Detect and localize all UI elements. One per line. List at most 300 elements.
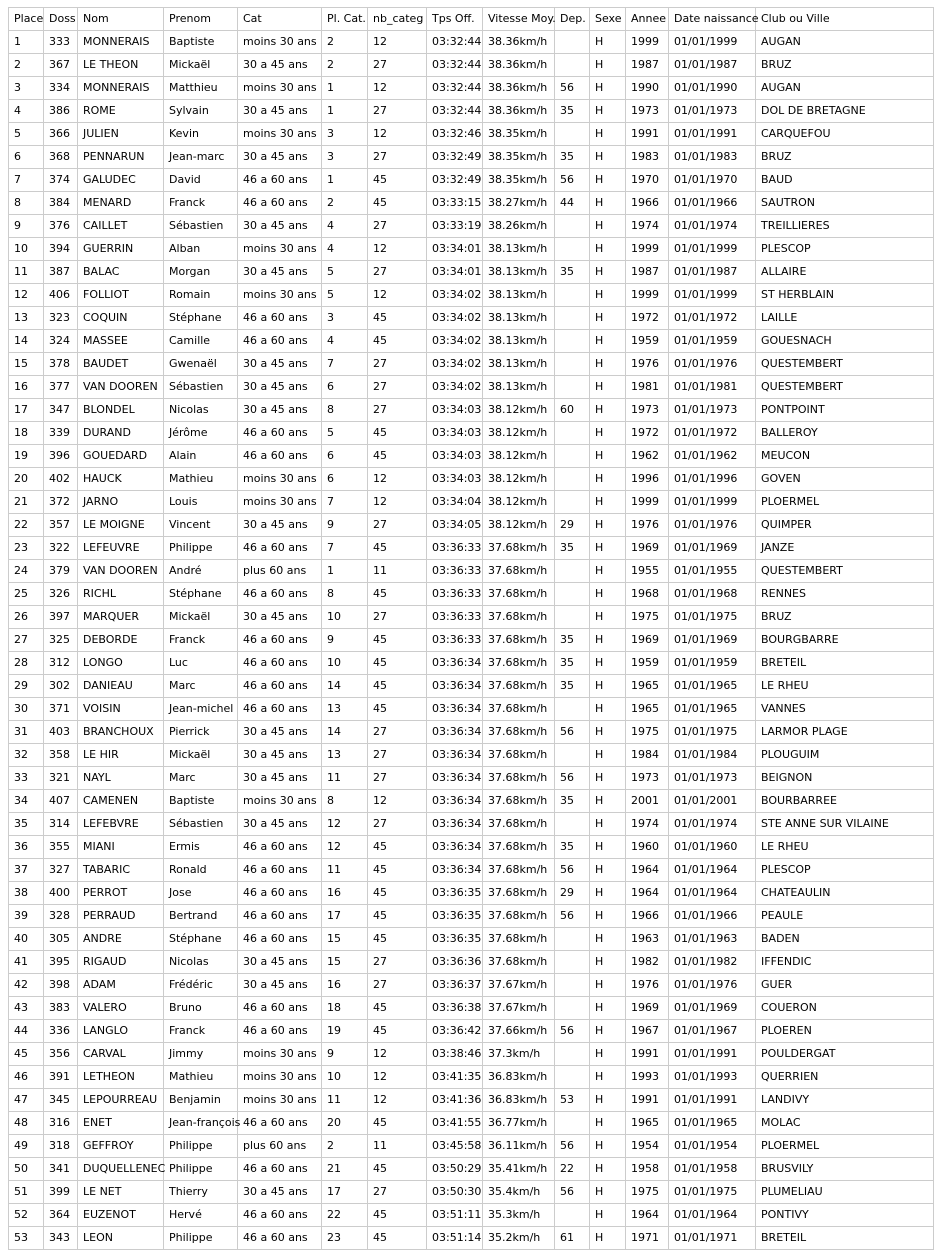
table-cell: 01/01/1964	[669, 1204, 756, 1227]
table-cell: 03:34:03	[427, 399, 483, 422]
table-cell: 8	[322, 790, 368, 813]
table-cell: 30 a 45 ans	[238, 767, 322, 790]
table-cell: 46 a 60 ans	[238, 445, 322, 468]
table-cell: 1968	[626, 583, 669, 606]
table-cell: 56	[555, 859, 590, 882]
table-cell: RIGAUD	[78, 951, 164, 974]
table-cell: 03:36:34	[427, 767, 483, 790]
table-cell: 367	[44, 54, 78, 77]
table-cell: Philippe	[164, 537, 238, 560]
table-cell: CAILLET	[78, 215, 164, 238]
table-cell: 03:50:29	[427, 1158, 483, 1181]
table-cell: H	[590, 1020, 626, 1043]
table-cell: 03:50:30	[427, 1181, 483, 1204]
table-cell: 37.68km/h	[483, 928, 555, 951]
table-cell: Alain	[164, 445, 238, 468]
table-cell: 5	[322, 422, 368, 445]
table-cell: 52	[9, 1204, 44, 1227]
table-cell: H	[590, 928, 626, 951]
table-cell: 402	[44, 468, 78, 491]
table-cell: Hervé	[164, 1204, 238, 1227]
table-cell: 03:34:04	[427, 491, 483, 514]
table-row	[9, 859, 934, 882]
table-cell	[555, 376, 590, 399]
table-cell: 01/01/1973	[669, 100, 756, 123]
table-cell: 1975	[626, 721, 669, 744]
table-row	[9, 284, 934, 307]
table-cell: GUERRIN	[78, 238, 164, 261]
table-cell: 03:36:34	[427, 721, 483, 744]
table-cell: 45	[368, 1204, 427, 1227]
table-cell: 01/01/1975	[669, 1181, 756, 1204]
table-cell: 1982	[626, 951, 669, 974]
table-row	[9, 974, 934, 997]
table-cell: 01/01/1967	[669, 1020, 756, 1043]
table-cell: 7	[9, 169, 44, 192]
table-cell: 01/01/1958	[669, 1158, 756, 1181]
table-cell: 1962	[626, 445, 669, 468]
table-cell: 46 a 60 ans	[238, 422, 322, 445]
table-cell: 27	[368, 767, 427, 790]
table-cell: H	[590, 813, 626, 836]
table-row	[9, 583, 934, 606]
table-cell: Morgan	[164, 261, 238, 284]
table-cell: 01/01/1954	[669, 1135, 756, 1158]
table-cell: 45	[368, 859, 427, 882]
table-cell: Franck	[164, 629, 238, 652]
table-cell: 1973	[626, 100, 669, 123]
table-cell: 35.3km/h	[483, 1204, 555, 1227]
table-cell: 318	[44, 1135, 78, 1158]
table-cell: 29	[9, 675, 44, 698]
table-cell: 374	[44, 169, 78, 192]
table-cell: 03:34:01	[427, 238, 483, 261]
table-row	[9, 353, 934, 376]
column-header: Doss	[44, 8, 78, 31]
table-cell: 01/01/1970	[669, 169, 756, 192]
table-cell: 326	[44, 583, 78, 606]
table-cell: 38.35km/h	[483, 146, 555, 169]
table-cell: 17	[9, 399, 44, 422]
table-cell: 396	[44, 445, 78, 468]
table-cell: LANDIVY	[756, 1089, 934, 1112]
table-cell: Matthieu	[164, 77, 238, 100]
table-cell: DANIEAU	[78, 675, 164, 698]
table-cell: 30 a 45 ans	[238, 399, 322, 422]
table-cell: 316	[44, 1112, 78, 1135]
table-row	[9, 261, 934, 284]
table-cell: 37.68km/h	[483, 905, 555, 928]
table-cell: 8	[322, 583, 368, 606]
table-cell: H	[590, 169, 626, 192]
table-cell: 12	[368, 238, 427, 261]
table-cell: DOL DE BRETAGNE	[756, 100, 934, 123]
table-cell: 366	[44, 123, 78, 146]
table-cell: 333	[44, 31, 78, 54]
table-cell: 37.68km/h	[483, 606, 555, 629]
table-cell: H	[590, 54, 626, 77]
table-cell: 27	[368, 146, 427, 169]
table-cell: 1969	[626, 997, 669, 1020]
table-cell: QUESTEMBERT	[756, 560, 934, 583]
table-cell: 3	[322, 123, 368, 146]
table-cell: 03:38:46	[427, 1043, 483, 1066]
table-row	[9, 698, 934, 721]
table-cell: 37.68km/h	[483, 652, 555, 675]
table-cell: H	[590, 560, 626, 583]
table-cell: 03:32:44	[427, 100, 483, 123]
table-cell: 38.12km/h	[483, 491, 555, 514]
table-cell	[555, 1112, 590, 1135]
table-cell: moins 30 ans	[238, 123, 322, 146]
table-cell: 23	[9, 537, 44, 560]
table-row	[9, 560, 934, 583]
table-cell: 2	[322, 1135, 368, 1158]
table-cell: 11	[368, 560, 427, 583]
table-cell: 37.68km/h	[483, 836, 555, 859]
table-cell: 30 a 45 ans	[238, 721, 322, 744]
table-cell: Mickaël	[164, 54, 238, 77]
table-cell: LEON	[78, 1227, 164, 1250]
table-cell: Mickaël	[164, 744, 238, 767]
table-cell: 327	[44, 859, 78, 882]
table-cell: H	[590, 882, 626, 905]
table-cell: 14	[322, 721, 368, 744]
table-cell: 29	[555, 514, 590, 537]
table-cell: H	[590, 422, 626, 445]
column-header: Cat	[238, 8, 322, 31]
table-cell: 1991	[626, 123, 669, 146]
table-cell: 25	[9, 583, 44, 606]
table-cell: 1987	[626, 54, 669, 77]
table-cell: ENET	[78, 1112, 164, 1135]
table-cell: 01/01/1982	[669, 951, 756, 974]
table-cell: 12	[322, 813, 368, 836]
column-header: Prenom	[164, 8, 238, 31]
table-cell: 6	[9, 146, 44, 169]
table-cell: H	[590, 284, 626, 307]
table-cell: 1966	[626, 905, 669, 928]
table-cell: Nicolas	[164, 951, 238, 974]
table-cell: H	[590, 721, 626, 744]
table-cell: 7	[322, 491, 368, 514]
table-cell: 35	[555, 537, 590, 560]
table-cell: EUZENOT	[78, 1204, 164, 1227]
table-cell: H	[590, 905, 626, 928]
table-cell	[555, 284, 590, 307]
table-cell: 46 a 60 ans	[238, 675, 322, 698]
table-cell: Sébastien	[164, 215, 238, 238]
table-cell: 03:36:34	[427, 675, 483, 698]
table-cell: 03:32:49	[427, 169, 483, 192]
table-cell: 378	[44, 353, 78, 376]
table-cell: ST HERBLAIN	[756, 284, 934, 307]
table-cell: moins 30 ans	[238, 491, 322, 514]
header-row	[9, 8, 934, 31]
table-cell: Philippe	[164, 1158, 238, 1181]
table-cell: 03:36:35	[427, 882, 483, 905]
table-row	[9, 790, 934, 813]
table-cell: 7	[322, 353, 368, 376]
table-cell: 358	[44, 744, 78, 767]
table-cell: PEAULE	[756, 905, 934, 928]
table-cell: H	[590, 790, 626, 813]
table-cell: 56	[555, 905, 590, 928]
table-cell: 1964	[626, 882, 669, 905]
table-row	[9, 146, 934, 169]
table-cell: 1966	[626, 192, 669, 215]
table-cell: 30 a 45 ans	[238, 813, 322, 836]
table-cell: 03:36:34	[427, 813, 483, 836]
table-cell: QUERRIEN	[756, 1066, 934, 1089]
table-cell: 45	[368, 836, 427, 859]
table-cell: Bertrand	[164, 905, 238, 928]
table-cell: 30 a 45 ans	[238, 215, 322, 238]
table-header	[9, 8, 934, 31]
table-cell: VAN DOOREN	[78, 560, 164, 583]
table-cell	[555, 491, 590, 514]
table-cell: Luc	[164, 652, 238, 675]
table-cell: 398	[44, 974, 78, 997]
table-row	[9, 445, 934, 468]
table-cell: 397	[44, 606, 78, 629]
table-cell: 45	[368, 445, 427, 468]
table-cell: 27	[368, 951, 427, 974]
table-cell: 30 a 45 ans	[238, 1181, 322, 1204]
table-cell: 7	[322, 537, 368, 560]
table-cell: Kevin	[164, 123, 238, 146]
table-row	[9, 1158, 934, 1181]
results-table	[8, 7, 934, 1250]
table-cell: LE THEON	[78, 54, 164, 77]
table-cell: 1	[322, 169, 368, 192]
table-cell: H	[590, 974, 626, 997]
table-cell: 1955	[626, 560, 669, 583]
table-cell: 19	[322, 1020, 368, 1043]
table-cell: H	[590, 744, 626, 767]
table-cell: 46 a 60 ans	[238, 836, 322, 859]
table-row	[9, 514, 934, 537]
table-cell: 45	[368, 537, 427, 560]
table-cell: 38.13km/h	[483, 284, 555, 307]
table-cell: 347	[44, 399, 78, 422]
table-cell: H	[590, 261, 626, 284]
table-cell: 43	[9, 997, 44, 1020]
table-row	[9, 1227, 934, 1250]
table-cell: H	[590, 215, 626, 238]
table-cell: 341	[44, 1158, 78, 1181]
table-cell: 3	[322, 307, 368, 330]
table-cell: 30 a 45 ans	[238, 744, 322, 767]
table-cell: 27	[368, 721, 427, 744]
table-cell: 387	[44, 261, 78, 284]
table-cell: ROME	[78, 100, 164, 123]
table-cell: BRANCHOUX	[78, 721, 164, 744]
table-cell: 03:32:44	[427, 77, 483, 100]
table-cell: PLESCOP	[756, 859, 934, 882]
table-cell: 37.67km/h	[483, 997, 555, 1020]
table-cell: 35.4km/h	[483, 1181, 555, 1204]
table-cell: 03:34:02	[427, 376, 483, 399]
table-cell: 355	[44, 836, 78, 859]
table-cell: 03:36:37	[427, 974, 483, 997]
table-cell: 399	[44, 1181, 78, 1204]
table-cell: 6	[322, 376, 368, 399]
table-cell: COUERON	[756, 997, 934, 1020]
table-cell: H	[590, 468, 626, 491]
column-header: Dep.	[555, 8, 590, 31]
table-cell: plus 60 ans	[238, 1135, 322, 1158]
table-cell: 45	[368, 1227, 427, 1250]
table-cell: COQUIN	[78, 307, 164, 330]
table-cell: 45	[368, 583, 427, 606]
table-cell	[555, 468, 590, 491]
table-cell: 46 a 60 ans	[238, 1204, 322, 1227]
table-cell: 01/01/1971	[669, 1227, 756, 1250]
table-cell: H	[590, 951, 626, 974]
table-cell: H	[590, 123, 626, 146]
table-cell: 03:34:02	[427, 353, 483, 376]
table-cell: 35.2km/h	[483, 1227, 555, 1250]
table-cell: 01/01/1962	[669, 445, 756, 468]
column-header: Date naissance	[669, 8, 756, 31]
table-cell: 12	[368, 1066, 427, 1089]
table-cell: LAILLE	[756, 307, 934, 330]
table-cell: Jose	[164, 882, 238, 905]
table-cell: QUESTEMBERT	[756, 353, 934, 376]
table-cell: 1954	[626, 1135, 669, 1158]
table-row	[9, 652, 934, 675]
table-cell: 377	[44, 376, 78, 399]
table-cell: BAUDET	[78, 353, 164, 376]
table-cell: 22	[322, 1204, 368, 1227]
table-cell: 11	[322, 767, 368, 790]
table-cell: 22	[555, 1158, 590, 1181]
table-cell: 01/01/1972	[669, 307, 756, 330]
table-cell: 01/01/1959	[669, 330, 756, 353]
table-row	[9, 836, 934, 859]
table-cell: 37.68km/h	[483, 882, 555, 905]
table-cell: H	[590, 675, 626, 698]
table-row	[9, 54, 934, 77]
table-cell: LEFEUVRE	[78, 537, 164, 560]
table-cell: H	[590, 330, 626, 353]
table-cell: MONNERAIS	[78, 31, 164, 54]
table-cell	[555, 974, 590, 997]
table-cell: 45	[368, 1158, 427, 1181]
table-cell: GUER	[756, 974, 934, 997]
table-cell: 1972	[626, 307, 669, 330]
table-cell: Baptiste	[164, 31, 238, 54]
table-cell: 391	[44, 1066, 78, 1089]
table-cell: 15	[322, 951, 368, 974]
table-cell: 03:36:33	[427, 560, 483, 583]
table-cell: H	[590, 491, 626, 514]
table-cell: GOUESNACH	[756, 330, 934, 353]
table-cell: 12	[9, 284, 44, 307]
table-cell: VOISIN	[78, 698, 164, 721]
table-row	[9, 1066, 934, 1089]
table-cell: 1981	[626, 376, 669, 399]
table-cell: MASSEE	[78, 330, 164, 353]
table-row	[9, 123, 934, 146]
table-cell: 1967	[626, 1020, 669, 1043]
table-row	[9, 537, 934, 560]
table-cell: H	[590, 1135, 626, 1158]
table-cell: 383	[44, 997, 78, 1020]
table-cell: H	[590, 307, 626, 330]
table-cell: 45	[9, 1043, 44, 1066]
table-cell: 56	[555, 169, 590, 192]
table-cell: 10	[9, 238, 44, 261]
table-cell: 03:32:44	[427, 54, 483, 77]
table-cell: 2001	[626, 790, 669, 813]
table-cell: 27	[368, 744, 427, 767]
table-row	[9, 606, 934, 629]
table-cell: 15	[9, 353, 44, 376]
table-cell: LE MOIGNE	[78, 514, 164, 537]
table-cell: 45	[368, 307, 427, 330]
table-row	[9, 1020, 934, 1043]
table-row	[9, 1181, 934, 1204]
table-cell: 395	[44, 951, 78, 974]
table-cell	[555, 560, 590, 583]
table-cell: 45	[368, 192, 427, 215]
table-cell: 379	[44, 560, 78, 583]
table-cell: 37.68km/h	[483, 813, 555, 836]
table-cell: 46 a 60 ans	[238, 537, 322, 560]
table-cell: 03:34:03	[427, 422, 483, 445]
table-cell: 14	[322, 675, 368, 698]
table-cell: 03:36:34	[427, 836, 483, 859]
table-cell: 26	[9, 606, 44, 629]
table-cell: 33	[9, 767, 44, 790]
table-cell: 46 a 60 ans	[238, 583, 322, 606]
table-cell: 302	[44, 675, 78, 698]
table-cell: MONNERAIS	[78, 77, 164, 100]
table-cell: H	[590, 77, 626, 100]
table-cell: 1	[9, 31, 44, 54]
table-cell: 27	[368, 353, 427, 376]
table-row	[9, 1135, 934, 1158]
table-cell: 1969	[626, 537, 669, 560]
table-cell: H	[590, 1066, 626, 1089]
table-cell: 42	[9, 974, 44, 997]
table-cell: 01/01/1964	[669, 859, 756, 882]
column-header: Pl. Cat.	[322, 8, 368, 31]
table-cell: Louis	[164, 491, 238, 514]
table-cell: 1963	[626, 928, 669, 951]
table-cell: BALLEROY	[756, 422, 934, 445]
table-cell: JANZE	[756, 537, 934, 560]
table-cell: LEPOURREAU	[78, 1089, 164, 1112]
table-cell: MARQUER	[78, 606, 164, 629]
table-cell: Jean-michel	[164, 698, 238, 721]
table-cell: CARVAL	[78, 1043, 164, 1066]
table-cell: H	[590, 1089, 626, 1112]
table-row	[9, 951, 934, 974]
table-cell: 5	[322, 261, 368, 284]
table-cell: 36	[9, 836, 44, 859]
table-cell: 356	[44, 1043, 78, 1066]
table-cell: 1999	[626, 31, 669, 54]
table-cell: 46 a 60 ans	[238, 1227, 322, 1250]
table-cell: 27	[368, 514, 427, 537]
table-row	[9, 997, 934, 1020]
table-cell: 27	[368, 215, 427, 238]
table-cell: Ronald	[164, 859, 238, 882]
table-cell: 03:41:35	[427, 1066, 483, 1089]
